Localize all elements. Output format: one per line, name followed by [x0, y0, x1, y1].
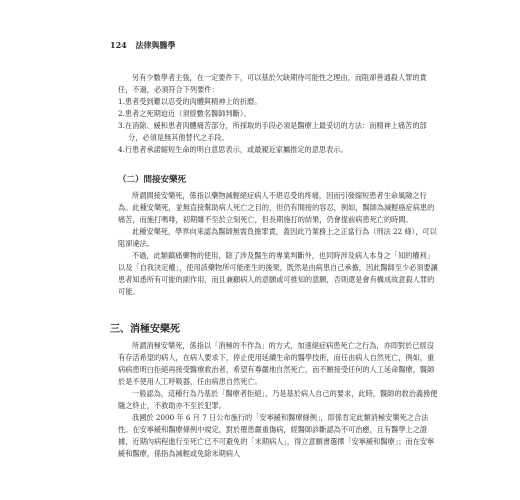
section-heading-indirect: （二）間接安樂死 [118, 175, 187, 185]
paragraph: 我國於 2000 年 6 月 7 日公布施行的「安寧緩和醫療條例」，即係肯定此類消極安樂死之合法性。在安寧緩和醫療條例中規定，對於罹患嚴重傷病，經醫師診斷認為不可治癒，且有醫學上之證據，近期內病程進行至死亡已不可避免的「末期病人」，得立意願書選擇「安寧緩和醫療」；而在安寧緩和醫療，係指為減輕或免除末期病人 [118, 413, 435, 458]
condition-item: 1.患者受到難以忍受的肉體與精神上的折磨。 [118, 97, 262, 106]
running-header [110, 40, 176, 51]
conditions-list [118, 96, 438, 156]
paragraph: 所謂間接安樂死，係指以藥物減輕絕症病人不堪忍受的疼痛，因而引發縮短患者生命風險之行為。此種安樂死，並無直接幫助病人死亡之目的，但仍有間接的容忍，例如，醫師為減輕癌症病患的痛苦，而施打嗎啡，初期雖不至於立刻死亡，但長期施打的結果，仍會提前病患死亡的時間。 [118, 191, 435, 224]
passive-section [118, 340, 438, 460]
intro-section [118, 72, 438, 156]
page-number: 124 [110, 40, 127, 50]
indirect-section [118, 190, 438, 298]
paragraph: 一般認為，這種行為乃基於「醫療者拒絕」，乃是基於病人自己的要求，此時，醫師的救治義務便隨之終止，不救助亦不至於犯罪。 [118, 389, 438, 410]
book-title: 法律與醫學 [135, 40, 176, 50]
paragraph: 此種安樂死，學界向來認為醫師無需負擔罪責，蓋因此乃業務上之正當行為（刑法 22 條），可以阻卻違法。 [118, 227, 437, 248]
intro-paragraph: 另有少數學者主張，在一定要件下，可以基於欠缺期待可能性之理由，而阻卻善通殺人罪的責任，不過，必須符合下列要件： [118, 73, 427, 94]
section-heading-passive: 三、消極安樂死 [110, 324, 180, 335]
condition-item: 2.患者之死期迫近（須經數名醫師判斷）。 [118, 109, 251, 118]
paragraph: 不過，此類鎮痛藥物的使用，除了涉及醫生的專業判斷外，也同時涉及病人本身之「知的權利」以及「自我決定權」，使用該藥物所可能產生的後果，既然是由病患自己承擔，因此醫師至少必須要讓患者知悉所有可能的副作用，而且兼顧病人的意願或可推知的意願，否則還是會有構成故意殺人罪的可能。 [118, 251, 438, 296]
paragraph: 所謂消極安樂死，係指以「消極的不作為」的方式，加速絕症病患死亡之行為，亦即對於已經沒有存活希望的病人，在病人要求下，停止使用延續生命的醫學技術，而任由病人自然死亡，例如，重病病患明白拒絕再接受醫療救治者，希望有尊嚴地自然死亡，而不願接受任何的人工延命醫療，醫師於是不使用人工呼吸器，任由病患自然死亡。 [118, 341, 435, 386]
condition-item: 3.在消除、緩和患者肉體痛苦部分，所採取的手段必須是醫療上最妥切的方法：而精神上痛苦的部分，必須是無其他替代之手段。 [118, 121, 427, 142]
condition-item: 4.行患者承諾縮短生命的明白意思表示，或最親近家屬推定的意思表示。 [118, 145, 348, 154]
